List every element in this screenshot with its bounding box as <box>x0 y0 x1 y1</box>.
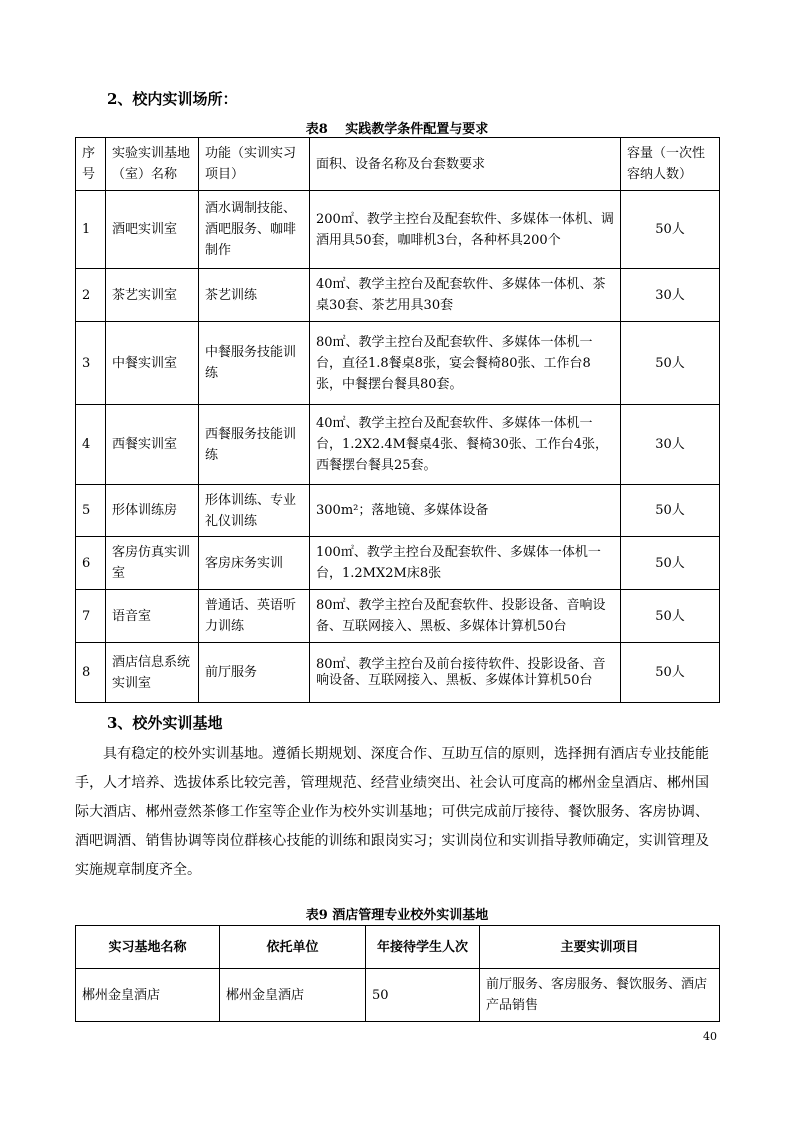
row-name: 语音室 <box>106 590 199 643</box>
row-capacity: 50人 <box>621 590 720 643</box>
row-function: 酒水调制技能、酒吧服务、咖啡制作 <box>199 191 310 269</box>
header-items: 主要实训项目 <box>480 926 720 969</box>
table8 <box>75 137 720 703</box>
row-name: 形体训练房 <box>106 485 199 537</box>
header-capacity: 容量（一次性容纳人数） <box>621 138 720 191</box>
row-function: 形体训练、专业礼仪训练 <box>199 485 310 537</box>
table9 <box>75 925 720 1022</box>
row-no: 7 <box>76 590 106 643</box>
row-function: 客房床务实训 <box>199 537 310 590</box>
row-equipment: 80㎡、教学主控台及配套软件、投影设备、音响设备、互联网接入、黑板、多媒体计算机50台 <box>310 590 621 643</box>
row-equipment: 80㎡、教学主控台及前台接待软件、投影设备、音响设备、互联网接入、黑板、多媒体计算机50台 <box>310 643 621 703</box>
row-function: 中餐服务技能训练 <box>199 322 310 405</box>
header-unit: 依托单位 <box>220 926 366 969</box>
table-row <box>76 269 720 322</box>
row-capacity: 50人 <box>621 322 720 405</box>
table-row <box>76 590 720 643</box>
row-capacity: 50人 <box>621 537 720 590</box>
header-count: 年接待学生人次 <box>366 926 480 969</box>
row-no: 8 <box>76 643 106 703</box>
row-capacity: 30人 <box>621 269 720 322</box>
row-name: 茶艺实训室 <box>106 269 199 322</box>
row-no: 4 <box>76 405 106 485</box>
table8-header-row <box>76 138 720 191</box>
row-function: 茶艺训练 <box>199 269 310 322</box>
row-equipment: 80㎡、教学主控台及配套软件、多媒体一体机一台，直径1.8餐桌8张，宴会餐椅80张、工作台8张，中餐摆台餐具80套。 <box>310 322 621 405</box>
header-equipment: 面积、设备名称及台套数要求 <box>310 138 621 191</box>
row-no: 1 <box>76 191 106 269</box>
table-row <box>76 405 720 485</box>
row-no: 2 <box>76 269 106 322</box>
page-number: 40 <box>703 1030 717 1043</box>
row-equipment: 40㎡、教学主控台及配套软件、多媒体一体机、茶桌30套、茶艺用具30套 <box>310 269 621 322</box>
row-function: 普通话、英语听力训练 <box>199 590 310 643</box>
row-unit: 郴州金皇酒店 <box>220 969 366 1022</box>
table-row <box>76 969 720 1022</box>
row-name: 酒店信息系统实训室 <box>106 643 199 703</box>
row-name: 酒吧实训室 <box>106 191 199 269</box>
row-capacity: 50人 <box>621 485 720 537</box>
table8-caption: 表8 实践教学条件配置与要求 <box>305 122 489 137</box>
section3-paragraph: 具有稳定的校外实训基地。遵循长期规划、深度合作、互助互信的原则，选择拥有酒店专业技能能手，人才培养、选拔体系比较完善，管理规范、经营业绩突出、社会认可度高的郴州金皇酒店、郴州国际大酒店、郴州壹然茶修工作室等企业作为校外实训基地；可供完成前厅接待、餐饮服务、客房协调、酒吧调酒、销售协调等岗位群核心技能的训练和跟岗实习；实训岗位和实训指导教师确定，实训管理及实施规章制度齐全。 <box>75 746 709 878</box>
table9-header-row <box>76 926 720 969</box>
header-no: 序号 <box>76 138 106 191</box>
row-capacity: 30人 <box>621 405 720 485</box>
table-row <box>76 191 720 269</box>
header-function: 功能（实训实习项目） <box>199 138 310 191</box>
row-equipment: 40㎡、教学主控台及配套软件、多媒体一体机一台，1.2X2.4M餐桌4张、餐椅30张、工作台4张，西餐摆台餐具25套。 <box>310 405 621 485</box>
row-name: 西餐实训室 <box>106 405 199 485</box>
row-function: 西餐服务技能训练 <box>199 405 310 485</box>
row-equipment: 200㎡、教学主控台及配套软件、多媒体一体机、调酒用具50套，咖啡机3台，各种杯具200个 <box>310 191 621 269</box>
row-count: 50 <box>366 969 480 1022</box>
row-no: 3 <box>76 322 106 405</box>
table9-caption: 表9 酒店管理专业校外实训基地 <box>305 908 489 923</box>
table-row <box>76 485 720 537</box>
row-base: 郴州金皇酒店 <box>76 969 220 1022</box>
row-function: 前厅服务 <box>199 643 310 703</box>
row-name: 中餐实训室 <box>106 322 199 405</box>
row-no: 5 <box>76 485 106 537</box>
table-row <box>76 322 720 405</box>
row-no: 6 <box>76 537 106 590</box>
row-equipment: 300m²；落地镜、多媒体设备 <box>310 485 621 537</box>
section3-heading: 3、校外实训基地 <box>107 714 223 732</box>
header-name: 实验实训基地（室）名称 <box>106 138 199 191</box>
row-capacity: 50人 <box>621 643 720 703</box>
table-row <box>76 643 720 703</box>
section2-heading: 2、校内实训场所： <box>107 90 238 108</box>
row-capacity: 50人 <box>621 191 720 269</box>
table-row <box>76 537 720 590</box>
row-equipment: 100㎡、教学主控台及配套软件、多媒体一体机一台，1.2MX2M床8张 <box>310 537 621 590</box>
header-base: 实习基地名称 <box>76 926 220 969</box>
row-name: 客房仿真实训室 <box>106 537 199 590</box>
row-items: 前厅服务、客房服务、餐饮服务、酒店产品销售 <box>480 969 720 1022</box>
